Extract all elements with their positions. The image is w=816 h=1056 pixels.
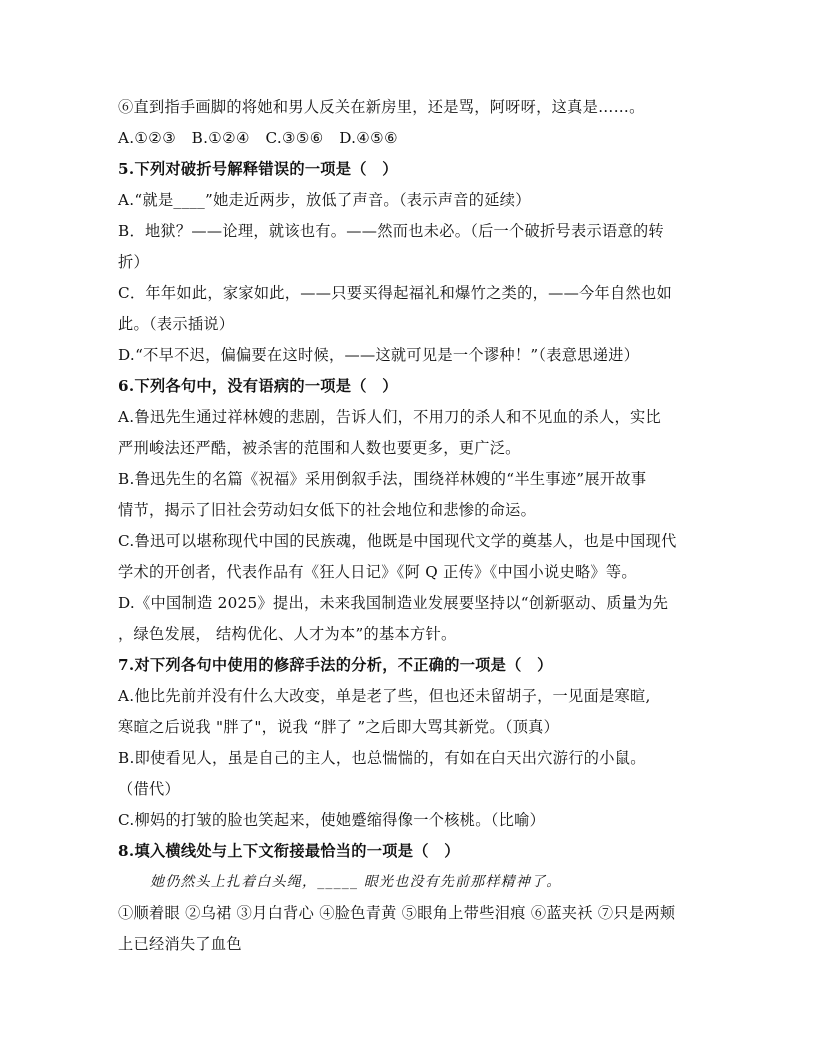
choice-c-cont: 学术的开创者，代表作品有《狂人日记》《阿 Q 正传》《中国小说史略》等。 — [118, 563, 637, 581]
choice-c: C．年年如此，家家如此，——只要买得起福礼和爆竹之类的，——今年自然也如 — [118, 284, 672, 302]
document-page — [118, 92, 700, 960]
question-5: 5.下列对破折号解释错误的一项是（ ） — [118, 160, 398, 178]
choice-b-cont: 折） — [118, 253, 149, 271]
choice-d-cont: ，绿色发展， 结构优化、人才为本”的基本方针。 — [118, 625, 457, 643]
choice-b: B．地狱？——论理，就该也有。——然而也未必。（后一个破折号表示语意的转 — [118, 222, 664, 240]
question-7: 7.对下列各句中使用的修辞手法的分析，不正确的一项是（ ） — [118, 656, 553, 674]
choice-b-cont: 情节，揭示了旧社会劳动妇女低下的社会地位和悲惨的命运。 — [118, 501, 537, 519]
choice-d: D.《中国制造 2025》提出，未来我国制造业发展要坚持以“创新驱动、质量为先 — [118, 594, 669, 612]
choice-b: B.即使看见人，虽是自己的主人，也总惴惴的，有如在白天出穴游行的小鼠。 — [118, 749, 646, 767]
choice-d: D.“不早不迟，偏偏要在这时候，——这就可见是一个谬种！”（表意思递进） — [118, 346, 640, 364]
question-6: 6.下列各句中，没有语病的一项是（ ） — [118, 377, 398, 395]
choice-c: C.柳妈的打皱的脸也笑起来，使她蹙缩得像一个核桃。（比喻） — [118, 811, 546, 829]
passage-line: 她仍然头上扎着白头绳，_____ 眼光也没有先前那样精神了。 — [150, 874, 562, 890]
choice-a-cont: 寒暄之后说我 "胖了"，说我 “胖了 ”之后即大骂其新党。（顶真） — [118, 718, 560, 736]
choice-a: A.他比先前并没有什么大改变，单是老了些，但也还未留胡子，一见面是寒暄, — [118, 687, 651, 705]
choice-c-cont: 此。（表示插说） — [118, 315, 235, 333]
answer-choices: A.①②③ B.①②④ C.③⑤⑥ D.④⑤⑥ — [118, 129, 398, 147]
choice-c: C.鲁迅可以堪称现代中国的民族魂，他既是中国现代文学的奠基人，也是中国现代 — [118, 532, 677, 550]
option-line: ⑥直到指手画脚的将她和男人反关在新房里，还是骂，阿呀呀，这真是……。 — [118, 98, 645, 116]
option-list: ①顺着眼 ②乌裙 ③月白背心 ④脸色青黄 ⑤眼角上带些泪痕 ⑥蓝夹袄 ⑦只是两颊 — [118, 904, 676, 922]
choice-a: A.“就是____”她走近两步，放低了声音。（表示声音的延续） — [118, 191, 531, 209]
choice-b: B.鲁迅先生的名篇《祝福》采用倒叙手法，围绕祥林嫂的“半生事迹”展开故事 — [118, 470, 647, 488]
option-list-cont: 上已经消失了血色 — [118, 935, 242, 953]
choice-b-cont: （借代） — [118, 780, 180, 798]
choice-a-cont: 严刑峻法还严酷，被杀害的范围和人数也要更多，更广泛。 — [118, 439, 521, 457]
choice-a: A.鲁迅先生通过祥林嫂的悲剧，告诉人们，不用刀的杀人和不见血的杀人，实比 — [118, 408, 661, 426]
question-8: 8.填入横线处与上下文衔接最恰当的一项是（ ） — [118, 842, 460, 860]
